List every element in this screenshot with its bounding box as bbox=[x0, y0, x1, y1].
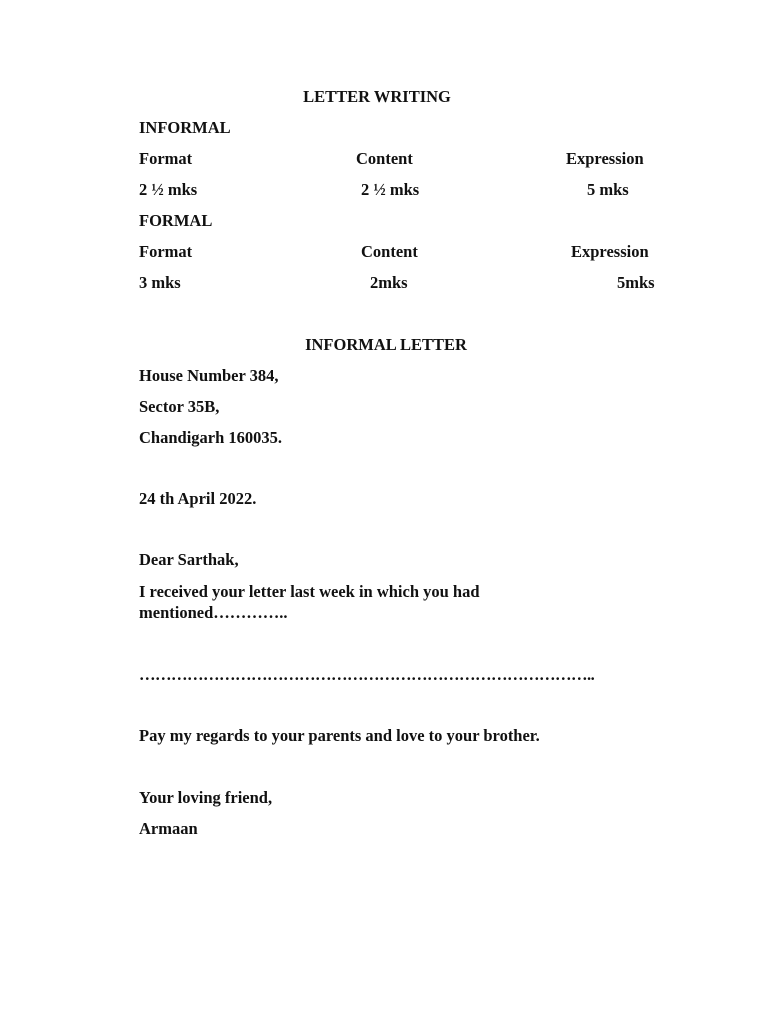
informal-content-value: 2 ½ mks bbox=[361, 180, 420, 199]
letter-date: 24 th April 2022. bbox=[139, 489, 257, 508]
informal-content-header: Content bbox=[356, 149, 413, 168]
informal-expression-header: Expression bbox=[566, 149, 644, 168]
formal-content-value: 2mks bbox=[370, 273, 408, 292]
formal-expression-value: 5mks bbox=[617, 273, 655, 292]
sign-off: Your loving friend, bbox=[139, 788, 273, 807]
page-heading: LETTER WRITING bbox=[303, 87, 451, 106]
formal-format-value: 3 mks bbox=[139, 273, 181, 292]
salutation: Dear Sarthak, bbox=[139, 550, 239, 569]
formal-expression-header: Expression bbox=[571, 242, 649, 261]
informal-expression-value: 5 mks bbox=[587, 180, 629, 199]
address-line-3: Chandigarh 160035. bbox=[139, 428, 283, 447]
informal-format-value: 2 ½ mks bbox=[139, 180, 198, 199]
letter-title: INFORMAL LETTER bbox=[305, 335, 467, 354]
formal-marks-label: FORMAL bbox=[139, 211, 213, 230]
body-line-1: I received your letter last week in which you had bbox=[139, 582, 480, 601]
informal-marks-label: INFORMAL bbox=[139, 118, 231, 137]
closing-line: Pay my regards to your parents and love to your brother. bbox=[139, 726, 540, 745]
formal-format-header: Format bbox=[139, 242, 193, 261]
dotted-placeholder-line: ………………………………………………………………………….. bbox=[139, 665, 595, 684]
formal-content-header: Content bbox=[361, 242, 418, 261]
address-line-2: Sector 35B, bbox=[139, 397, 220, 416]
informal-format-header: Format bbox=[139, 149, 193, 168]
address-line-1: House Number 384, bbox=[139, 366, 279, 385]
signature-name: Armaan bbox=[139, 819, 198, 838]
body-line-2: mentioned………….. bbox=[139, 603, 288, 622]
